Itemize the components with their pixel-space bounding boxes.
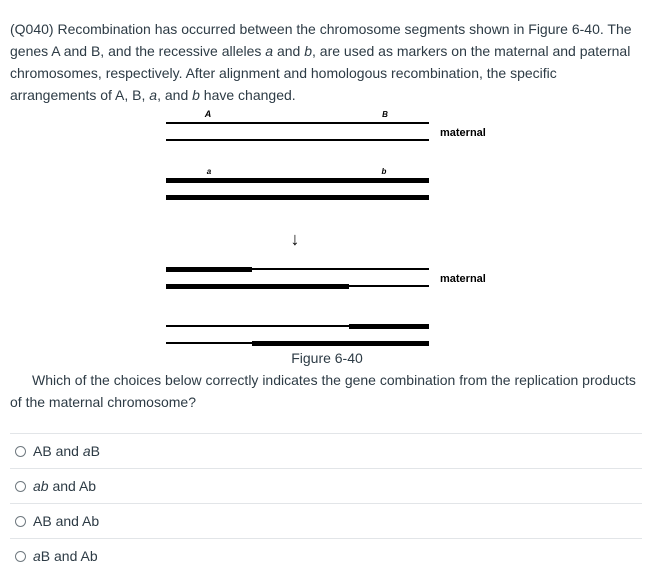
recombined-thick-segment [166,267,252,272]
answer-text: AB and [33,443,83,459]
allele-a: a [265,43,274,59]
recombined-thin-segment [166,325,349,327]
recombined-thick-segment [166,284,349,289]
answer-text: B [90,443,100,459]
question-part: (Q040) Recombination has occurred between the chromosome segments shown in Figure 6-40. The genes A and B, and the recessive alleles [10,21,632,59]
prompt-text: Which of the choices below correctly indicates the gene combination from the replication products of the maternal chromosome? [10,372,636,410]
answer-label [33,478,96,494]
answer-italic: a [82,443,91,459]
question-part: and [273,43,305,59]
gene-label-A: A [204,109,212,119]
question-prompt [10,369,644,413]
allele-b: b [192,87,200,103]
recombined-thick-segment [349,324,429,329]
recombined-thin-segment [166,342,252,344]
answer-option-2[interactable] [10,468,642,503]
answer-text: B and Ab [40,548,98,564]
arrow-down-icon: ↓ [290,229,300,249]
maternal-chromosome-line [166,139,429,141]
answer-label [33,548,98,564]
answer-text: AB and Ab [33,513,100,529]
paternal-chromosome-bar [166,178,429,183]
allele-b: b [304,43,313,59]
recombined-thin-segment [252,268,429,270]
answer-option-1[interactable] [10,433,642,468]
gene-label-B: B [382,110,388,119]
question-part: , and [157,87,193,103]
radio-button[interactable] [15,516,26,527]
gene-label-a: a [206,167,212,176]
answer-list [10,433,642,573]
answer-italic: a [33,548,41,564]
paternal-chromosome-bar [166,195,429,200]
radio-button[interactable] [15,446,26,457]
maternal-chromosome-line [166,122,429,124]
recombination-figure [0,100,654,360]
answer-label [33,443,100,459]
allele-a: a [149,87,158,103]
question-part: have changed. [199,87,296,103]
question-text [10,18,644,106]
answer-italic: ab [33,478,49,494]
answer-option-4[interactable] [10,538,642,573]
gene-label-b: b [381,167,387,176]
recombined-thick-segment [252,341,429,346]
radio-button[interactable] [15,551,26,562]
answer-text: and Ab [48,478,97,494]
radio-button[interactable] [15,481,26,492]
maternal-label: maternal [440,273,486,285]
recombined-thin-segment [349,285,429,287]
answer-label [33,513,99,529]
answer-option-3[interactable] [10,503,642,538]
maternal-label: maternal [440,127,486,139]
figure-caption: Figure 6-40 [291,350,363,366]
question-part: , are used as markers on the maternal and paternal chromosomes, respectively. After alignment and homologous recombination, the specific arrangements of A, B, [10,43,631,103]
